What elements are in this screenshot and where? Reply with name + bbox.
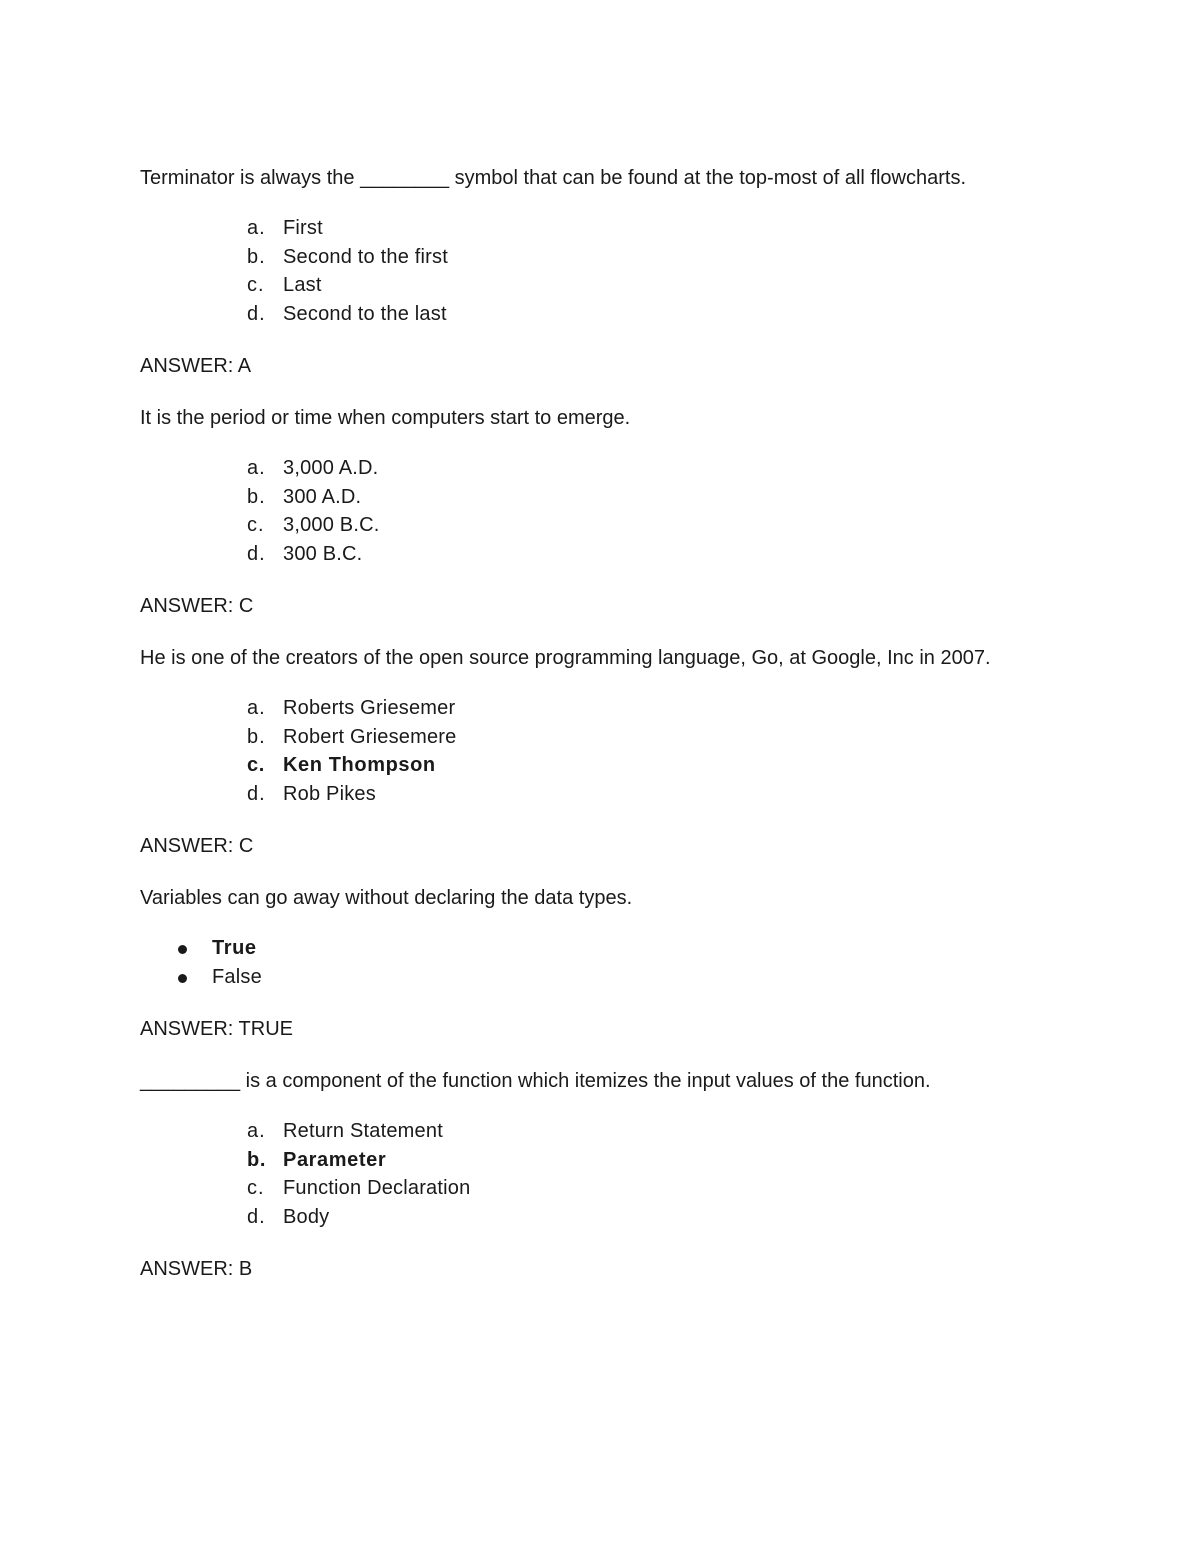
option-letter: c. [247, 754, 265, 776]
option-label: Ken Thompson [283, 754, 436, 776]
option-c [140, 1174, 1100, 1203]
option-label: Robert Griesemere [283, 725, 457, 748]
bullet-dot-icon [178, 945, 187, 954]
option-d [140, 540, 1100, 569]
option-a [140, 1117, 1100, 1146]
answer-line: ANSWER: C [140, 595, 254, 617]
option-b [140, 243, 1100, 272]
question-3 [140, 644, 1100, 860]
option-letter: c. [247, 1177, 265, 1199]
question-text: _________ is a component of the function which itemizes the input values of the function. [140, 1070, 931, 1092]
option-label: 3,000 B.C. [283, 514, 380, 536]
option-letter: d. [247, 302, 266, 325]
option-letter: a. [247, 697, 266, 719]
option-label: Second to the last [283, 302, 447, 325]
option-list [140, 454, 1100, 568]
bullet-dot-icon [178, 974, 187, 983]
question-text: Variables can go away without declaring the data types. [140, 887, 633, 909]
option-label: Second to the first [283, 245, 449, 268]
option-a [140, 214, 1100, 243]
option-d [140, 1203, 1100, 1232]
option-letter: a. [247, 217, 266, 239]
bullet-item-true [140, 934, 1100, 963]
option-list [140, 1117, 1100, 1231]
answer-line: ANSWER: C [140, 835, 254, 857]
answer-line: ANSWER: B [140, 1258, 253, 1280]
option-label: Rob Pikes [283, 782, 376, 805]
option-d [140, 780, 1100, 809]
question-5 [140, 1067, 1100, 1283]
bullet-label: True [212, 937, 257, 959]
option-letter: b. [247, 485, 266, 508]
document-page [140, 164, 1100, 1307]
option-list [140, 214, 1100, 328]
option-label: 300 B.C. [283, 542, 363, 565]
question-4 [140, 884, 1100, 1043]
option-d [140, 300, 1100, 329]
option-c-correct [140, 751, 1100, 780]
option-c [140, 511, 1100, 540]
question-text: He is one of the creators of the open source programming language, Go, at Google, Inc in 2007. [140, 647, 991, 669]
bullet-item-false [140, 963, 1100, 992]
option-letter: d. [247, 782, 266, 805]
bullet-list [140, 934, 1100, 991]
option-letter: c. [247, 274, 265, 296]
bullet-label: False [212, 965, 262, 988]
option-letter: c. [247, 514, 265, 536]
option-label: Body [283, 1205, 330, 1228]
option-letter: b. [247, 725, 266, 748]
option-label: Function Declaration [283, 1177, 471, 1199]
option-letter: d. [247, 542, 266, 565]
option-label: Roberts Griesemer [283, 697, 456, 719]
option-b [140, 723, 1100, 752]
question-1 [140, 164, 1100, 380]
question-text: Terminator is always the ________ symbol that can be found at the top-most of all flowcharts. [140, 167, 966, 189]
bullet-marker [176, 963, 212, 992]
option-label: 3,000 A.D. [283, 457, 379, 479]
bullet-marker [176, 934, 212, 963]
option-label: First [283, 217, 323, 239]
option-label: Last [283, 274, 322, 296]
option-label: 300 A.D. [283, 485, 362, 508]
option-label: Return Statement [283, 1120, 443, 1142]
option-b-correct [140, 1146, 1100, 1175]
question-2 [140, 404, 1100, 620]
answer-line: ANSWER: A [140, 355, 252, 377]
answer-line: ANSWER: TRUE [140, 1018, 293, 1040]
option-letter: a. [247, 457, 266, 479]
option-c [140, 271, 1100, 300]
option-letter: d. [247, 1205, 266, 1228]
option-a [140, 454, 1100, 483]
option-label: Parameter [283, 1148, 387, 1171]
question-text: It is the period or time when computers start to emerge. [140, 407, 631, 429]
option-letter: b. [247, 1148, 266, 1171]
option-letter: b. [247, 245, 266, 268]
option-a [140, 694, 1100, 723]
option-list [140, 694, 1100, 808]
option-b [140, 483, 1100, 512]
option-letter: a. [247, 1120, 266, 1142]
